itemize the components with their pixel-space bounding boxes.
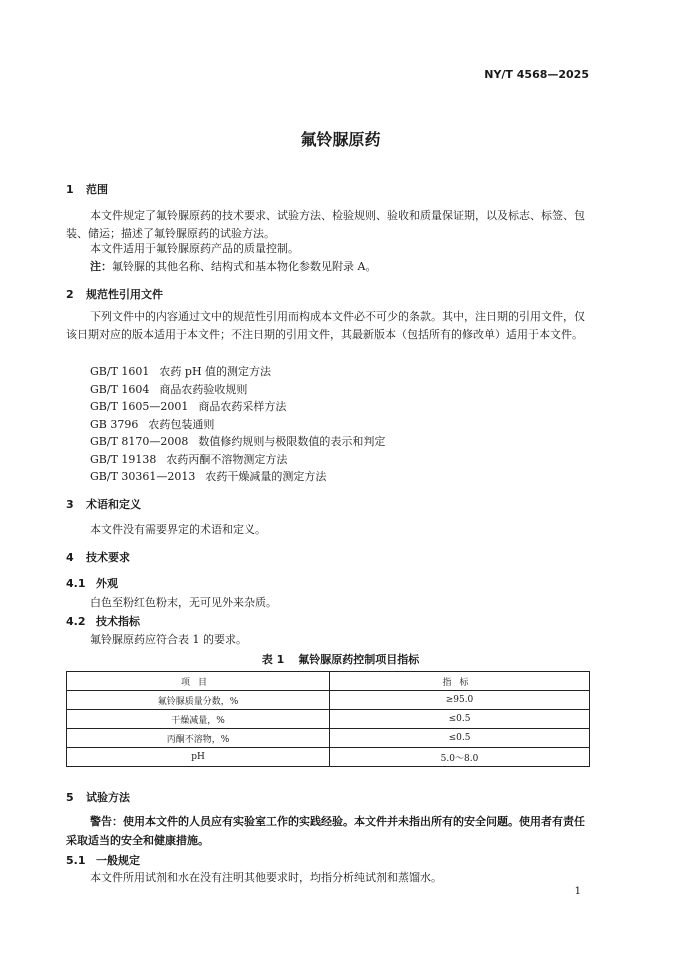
reference-item — [90, 451, 287, 467]
subsection-title: 一般规定 — [96, 854, 140, 867]
reference-item — [90, 381, 247, 397]
section-title: 范围 — [86, 183, 108, 196]
table-header-row — [67, 672, 590, 691]
table-row — [67, 748, 590, 767]
subsection-number: 5.1 — [66, 854, 86, 867]
reference-item — [90, 468, 326, 484]
table-cell-value: ≤0.5 — [330, 729, 590, 748]
document-title: 氟铃脲原药 — [300, 130, 381, 149]
section-number: 1 — [66, 183, 74, 196]
section-number: 4 — [66, 551, 74, 564]
subsection-4-2-heading — [66, 613, 140, 629]
subsection-4-1-heading — [66, 575, 118, 591]
table-row — [67, 729, 590, 748]
spec-table — [66, 671, 590, 767]
scope-paragraph: 本文件规定了氟铃脲原药的技术要求、试验方法、检验规则、验收和质量保证期，以及标志、标签、包装、储运；描述了氟铃脲原药的试验方法。 — [66, 209, 585, 240]
section-title: 术语和定义 — [86, 498, 141, 511]
technical-indices-paragraph: 氟铃脲原药应符合表 1 的要求。 — [90, 633, 247, 646]
section-3-heading — [66, 496, 141, 512]
table-cell-item: pH — [67, 748, 330, 767]
reference-item — [90, 363, 271, 379]
section-number: 3 — [66, 498, 74, 511]
table-cell-item: 氟铃脲质量分数，% — [67, 691, 330, 710]
reference-item — [90, 398, 286, 414]
note-label: 注： — [90, 260, 112, 273]
note-text: 氟铃脲的其他名称、结构式和基本物化参数见附录 A。 — [112, 260, 377, 273]
reference-item — [90, 416, 214, 432]
section-number: 2 — [66, 288, 74, 301]
section-1-heading — [66, 181, 108, 197]
general-provisions-paragraph: 本文件所用试剂和水在没有注明其他要求时，均指分析纯试剂和蒸馏水。 — [90, 871, 442, 884]
reference-code: GB/T 19138 — [90, 453, 157, 466]
section-2-heading — [66, 286, 163, 302]
section-4-heading — [66, 549, 130, 565]
subsection-title: 技术指标 — [96, 615, 140, 628]
document-number: NY/T 4568—2025 — [484, 68, 589, 81]
table-caption-text: 氟铃脲原药控制项目指标 — [298, 653, 420, 666]
subsection-number: 4.1 — [66, 577, 86, 590]
scope-note — [90, 258, 376, 274]
reference-title: 商品农药采样方法 — [198, 400, 287, 413]
reference-title: 农药干燥减量的测定方法 — [205, 470, 327, 483]
section-number: 5 — [66, 791, 74, 804]
subsection-number: 4.2 — [66, 615, 86, 628]
table-cell-item: 丙酮不溶物，% — [67, 729, 330, 748]
table-caption — [0, 651, 681, 667]
reference-title: 商品农药验收规则 — [159, 383, 248, 396]
table-header-index: 指标 — [330, 672, 590, 691]
terms-paragraph: 本文件没有需要界定的术语和定义。 — [90, 523, 266, 536]
table-cell-value: 5.0～8.0 — [330, 748, 590, 767]
section-5-heading — [66, 789, 130, 805]
reference-code: GB/T 1604 — [90, 383, 150, 396]
scope-applicability: 本文件适用于氟铃脲原药产品的质量控制。 — [90, 242, 299, 255]
section-title: 试验方法 — [86, 791, 130, 804]
reference-title: 数值修约规则与极限数值的表示和判定 — [198, 435, 386, 448]
table-cell-item: 干燥减量，% — [67, 710, 330, 729]
table-row — [67, 710, 590, 729]
reference-title: 农药包装通则 — [148, 418, 215, 431]
section-title: 规范性引用文件 — [86, 288, 163, 301]
reference-code: GB/T 1605—2001 — [90, 400, 189, 413]
reference-code: GB 3796 — [90, 418, 139, 431]
page-number: 1 — [574, 886, 581, 897]
table-cell-value: ≤0.5 — [330, 710, 590, 729]
reference-title: 农药 pH 值的测定方法 — [159, 365, 272, 378]
table-cell-value: ≥95.0 — [330, 691, 590, 710]
table-row — [67, 691, 590, 710]
reference-code: GB/T 30361—2013 — [90, 470, 196, 483]
subsection-title: 外观 — [96, 577, 118, 590]
table-label: 表 1 — [261, 653, 285, 666]
reference-title: 农药丙酮不溶物测定方法 — [166, 453, 288, 466]
table-header-item: 项目 — [67, 672, 330, 691]
safety-warning: 警告：使用本文件的人员应有实验室工作的实践经验。本文件并未指出所有的安全问题。使用者有责任采取适当的安全和健康措施。 — [66, 815, 585, 847]
reference-item — [90, 433, 385, 449]
reference-code: GB/T 1601 — [90, 365, 150, 378]
reference-code: GB/T 8170—2008 — [90, 435, 189, 448]
normative-references-paragraph: 下列文件中的内容通过文中的规范性引用而构成本文件必不可少的条款。其中，注日期的引用文件，仅该日期对应的版本适用于本文件；不注日期的引用文件，其最新版本（包括所有的修改单）适用于本文件。 — [66, 310, 585, 341]
section-title: 技术要求 — [86, 551, 130, 564]
appearance-paragraph: 白色至粉红色粉末，无可见外来杂质。 — [90, 596, 277, 609]
subsection-5-1-heading — [66, 852, 140, 868]
